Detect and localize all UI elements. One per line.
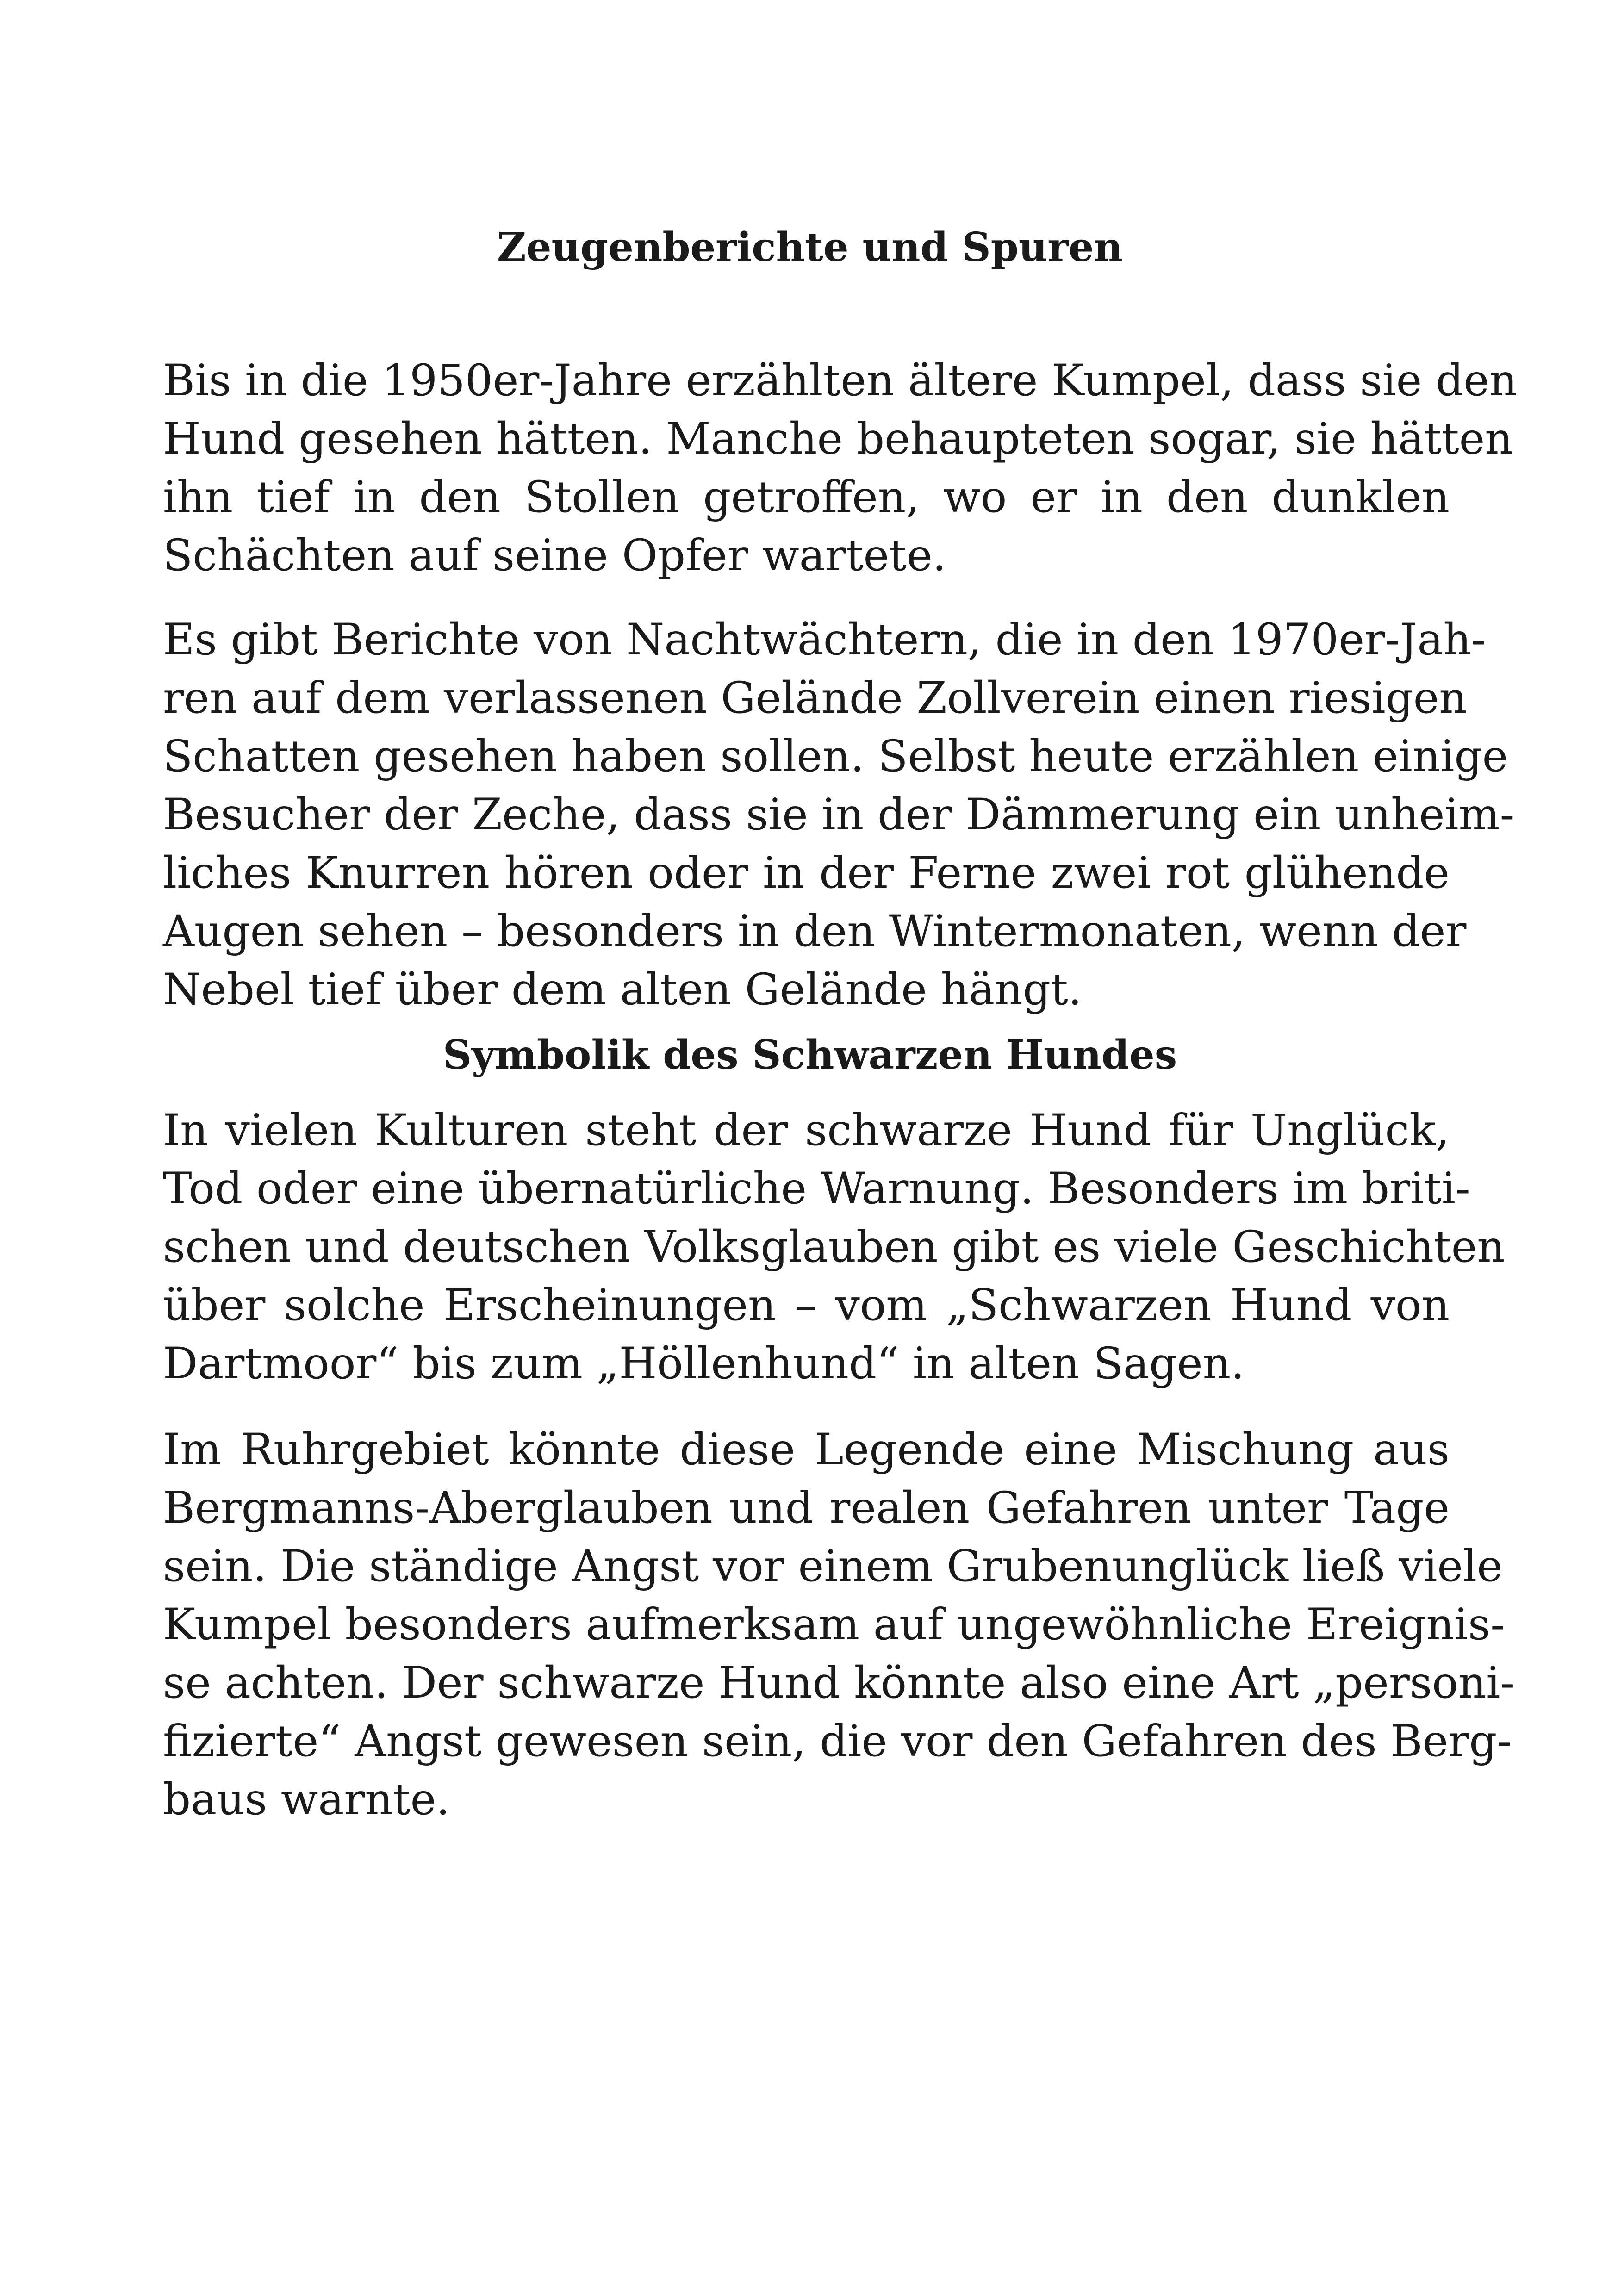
paragraph-line: ren auf dem verlassenen Gelände Zollverein einen riesigen — [163, 673, 1467, 723]
paragraph-line: ihn tief in den Stollen getroffen, wo er in den dunklen — [163, 472, 1450, 523]
paragraph-line: Nebel tief über dem alten Gelände hängt. — [163, 964, 1082, 1015]
paragraph-line: sein. Die ständige Angst vor einem Grubenunglück ließ viele — [163, 1541, 1503, 1592]
section-heading-zeugenberichte: Zeugenberichte und Spuren — [497, 224, 1123, 271]
paragraph-line: über solche Erscheinungen – vom „Schwarzen Hund von — [163, 1280, 1450, 1331]
paragraph-line: fizierte“ Angst gewesen sein, die vor den Gefahren des Berg- — [163, 1716, 1512, 1767]
paragraph-line: Im Ruhrgebiet könnte diese Legende eine Mischung aus — [163, 1425, 1450, 1475]
paragraph-line: Es gibt Berichte von Nachtwächtern, die in den 1970er-Jah- — [163, 615, 1486, 665]
paragraph-line: Besucher der Zeche, dass sie in der Dämmerung ein unheim- — [163, 790, 1515, 840]
section-heading-symbolik: Symbolik des Schwarzen Hundes — [442, 1032, 1177, 1078]
paragraph-line: Schatten gesehen haben sollen. Selbst heute erzählen einige — [163, 731, 1508, 782]
paragraph-line: Tod oder eine übernatürliche Warnung. Besonders im briti- — [163, 1164, 1470, 1214]
paragraph-line: Bis in die 1950er-Jahre erzählten ältere Kumpel, dass sie den — [163, 355, 1518, 406]
paragraph-line: In vielen Kulturen steht der schwarze Hund für Unglück, — [163, 1105, 1450, 1156]
paragraph-line: Augen sehen – besonders in den Wintermonaten, wenn der — [163, 906, 1467, 957]
paragraph-line: Bergmanns-Aberglauben und realen Gefahren unter Tage — [163, 1483, 1450, 1533]
paragraph-line: Kumpel besonders aufmerksam auf ungewöhnliche Ereignis- — [163, 1599, 1506, 1650]
paragraph-line: schen und deutschen Volksglauben gibt es viele Geschichten — [163, 1222, 1505, 1272]
paragraph-line: baus warnte. — [163, 1774, 450, 1825]
paragraph-line: liches Knurren hören oder in der Ferne zwei rot glühende — [163, 848, 1450, 898]
paragraph-line: Hund gesehen hätten. Manche behaupteten sogar, sie hätten — [163, 414, 1513, 464]
paragraph-line: Schächten auf seine Opfer wartete. — [163, 530, 946, 581]
paragraph-line: se achten. Der schwarze Hund könnte also eine Art „personi- — [163, 1658, 1515, 1708]
paragraph-line: Dartmoor“ bis zum „Höllenhund“ in alten Sagen. — [163, 1338, 1245, 1389]
